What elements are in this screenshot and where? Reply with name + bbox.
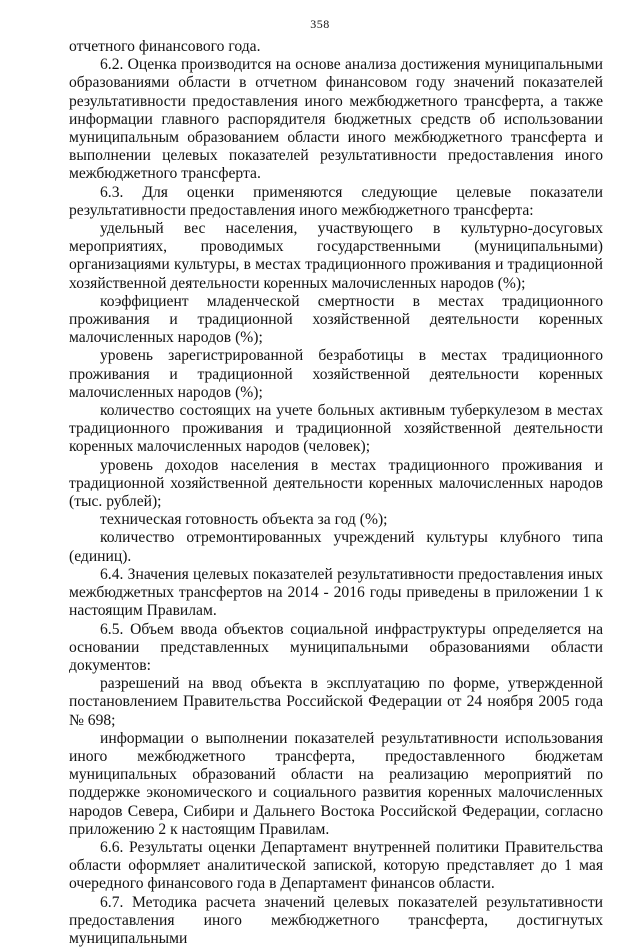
document-performance-info: информации о выполнении показателей результативности использования иного межбюджетного трансферта, предоставленного бюджетам муниципальных образований области на реализацию мероприятий по поддержке экономического и социального развития коренных малочисленных народов Севера, Сибири и Дальнего Востока Российской Федерации, согласно приложению 2 к настоящим Правилам. — [69, 729, 603, 838]
indicator-income: уровень доходов населения в местах традиционного проживания и традиционной хозяйственной деятельности коренных малочисленных народов (тыс. рублей); — [69, 456, 603, 511]
page-number: 358 — [310, 17, 330, 31]
indicator-infant-mortality: коэффициент младенческой смертности в местах традиционного проживания и традиционной хозяйственной деятельности коренных малочисленных народов (%); — [69, 292, 603, 347]
paragraph-6-6: 6.6. Результаты оценки Департамент внутренней политики Правительства области оформляет аналитической запиской, которую представляет до 1 мая очередного финансового года в Департамент финансов области. — [69, 838, 603, 893]
indicator-technical-readiness: техническая готовность объекта за год (%); — [100, 511, 388, 529]
indicator-unemployment: уровень зарегистрированной безработицы в местах традиционного проживания и традиционной хозяйственной деятельности коренных малочисленных народов (%); — [69, 347, 603, 401]
paragraph-6-4: 6.4. Значения целевых показателей результативности предоставления иных межбюджетных трансфертов на 2014 - 2016 годы приведены в приложении 1 к настоящим Правилам. — [69, 565, 603, 620]
indicator-cultural-events: удельный вес населения, участвующего в культурно-досуговых мероприятиях, проводимых государственными (муниципальными) организациями культуры, в местах традиционного проживания и традиционной хозяйственной деятельности коренных малочисленных народов (%); — [69, 220, 603, 292]
paragraph-6-7: 6.7. Методика расчета значений целевых показателей результативности предоставления иного межбюджетного трансферта, достигнутых муниципальными — [69, 893, 603, 947]
indicator-tuberculosis: количество состоящих на учете больных активным туберкулезом в местах традиционного проживания и традиционной хозяйственной деятельности коренных малочисленных народов (человек); — [69, 402, 603, 456]
document-permits: разрешений на ввод объекта в эксплуатацию по форме, утвержденной постановлением Правительства Российской Федерации от 24 ноября 2005 года № 698; — [69, 675, 603, 729]
paragraph-6-5: 6.5. Объем ввода объектов социальной инфраструктуры определяется на основании представленных муниципальными образованиями области документов: — [69, 620, 603, 674]
paragraph-6-3: 6.3. Для оценки применяются следующие целевые показатели результативности предоставления иного межбюджетного трансферта: — [69, 183, 603, 219]
indicator-repaired-clubs: количество отремонтированных учреждений культуры клубного типа (единиц). — [69, 529, 603, 565]
document-body — [69, 38, 603, 948]
paragraph-continuation: отчетного финансового года. — [69, 38, 261, 55]
paragraph-6-2: 6.2. Оценка производится на основе анализа достижения муниципальными образованиями области в отчетном финансовом году значений показателей результативности предоставления иного межбюджетного трансферта, а также информации главного распорядителя бюджетных средств об использовании муниципальным образованием области иного межбюджетного трансферта и выполнении целевых показателей результативности предоставления иного межбюджетного трансферта. — [69, 56, 603, 183]
